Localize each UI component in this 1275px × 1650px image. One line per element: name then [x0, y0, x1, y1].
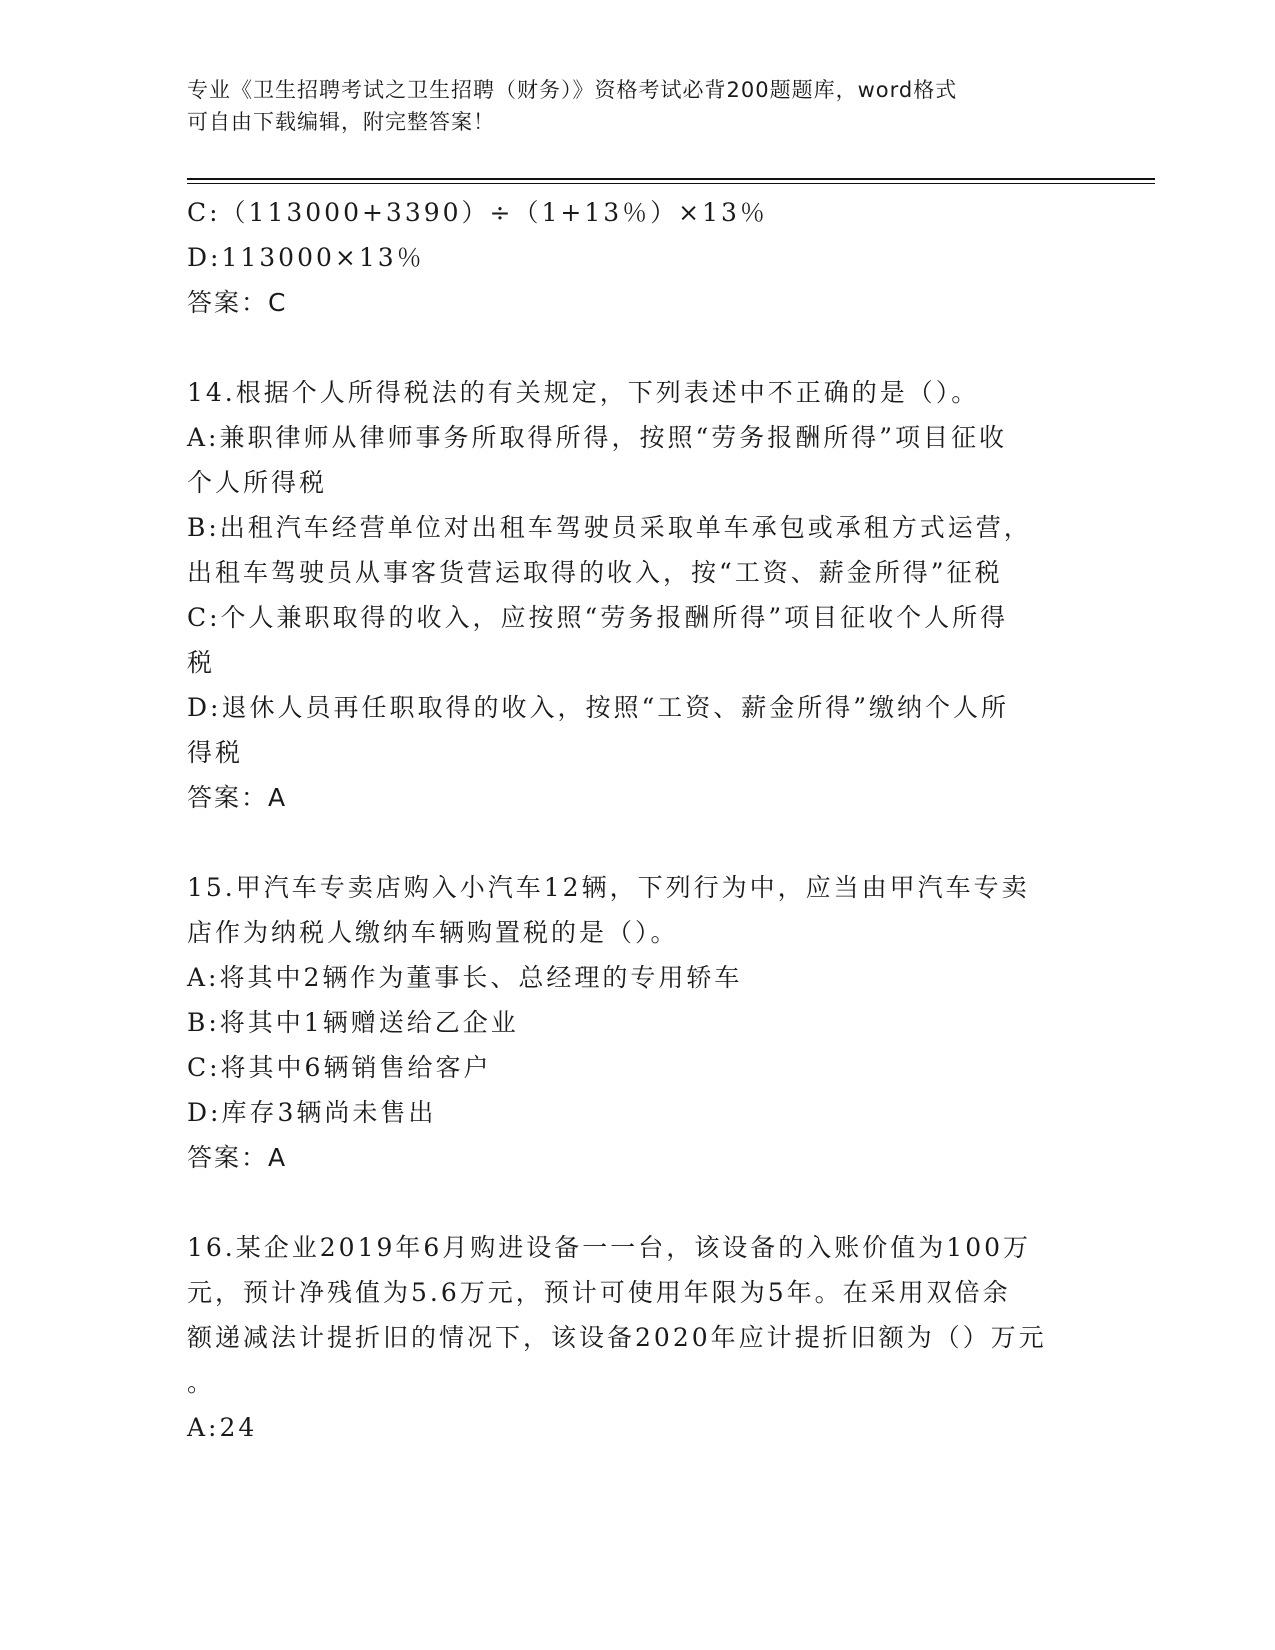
- option-d-continued: 得税: [187, 738, 244, 767]
- header-title-line-2: 可自由下载编辑，附完整答案！: [187, 110, 495, 134]
- option-c: C:将其中6辆销售给客户: [187, 1053, 492, 1082]
- option-a: A:24: [187, 1413, 258, 1442]
- option-b: B:将其中1辆赠送给乙企业: [187, 1008, 519, 1037]
- option-d: D:退休人员再任职取得的收入，按照“工资、薪金所得”缴纳个人所: [187, 693, 1010, 722]
- option-d: D:库存3辆尚未售出: [187, 1098, 437, 1127]
- answer: 答案：C: [187, 288, 288, 317]
- option-a: A:将其中2辆作为董事长、总经理的专用轿车: [187, 963, 743, 992]
- document-body: [187, 190, 1087, 1450]
- option-b-continued: 出租车驾驶员从事客货营运取得的收入，按“工资、薪金所得”征税: [187, 558, 1003, 587]
- option-b: B:出租汽车经营单位对出租车驾驶员采取单车承包或承租方式运营，: [187, 513, 1032, 542]
- question-stem-continued: 。: [187, 1368, 216, 1397]
- question-stem: 15.甲汽车专卖店购入小汽车12辆，下列行为中，应当由甲汽车专卖: [187, 873, 1030, 902]
- option-c-continued: 税: [187, 648, 216, 677]
- option-a-continued: 个人所得税: [187, 468, 328, 497]
- question-stem-continued: 店作为纳税人缴纳车辆购置税的是（）。: [187, 918, 679, 947]
- question-13-tail: [187, 190, 1087, 325]
- question-14: [187, 370, 1087, 820]
- option-d: D:113000×13％: [187, 243, 425, 272]
- document-header: [187, 74, 1067, 138]
- question-stem: 14.根据个人所得税法的有关规定，下列表述中不正确的是（）。: [187, 378, 980, 407]
- question-15: [187, 865, 1087, 1180]
- question-stem-continued: 元，预计净残值为5.6万元，预计可使用年限为5年。在采用双倍余: [187, 1278, 1011, 1307]
- question-16: [187, 1225, 1087, 1450]
- option-c: C:个人兼职取得的收入，应按照“劳务报酬所得”项目征收个人所得: [187, 603, 1009, 632]
- option-a: A:兼职律师从律师事务所取得所得，按照“劳务报酬所得”项目征收: [187, 423, 1008, 452]
- header-title-line-1: 专业《卫生招聘考试之卫生招聘（财务）》资格考试必背200题题库，word格式: [187, 78, 958, 102]
- header-divider-thick: [187, 178, 1155, 180]
- question-stem: 16.某企业2019年6月购进设备一一台，该设备的入账价值为100万: [187, 1233, 1032, 1262]
- option-c: C:（113000+3390）÷（1+13％）×13％: [187, 198, 768, 227]
- question-stem-continued: 额递减法计提折旧的情况下，该设备2020年应计提折旧额为（）万元: [187, 1323, 1047, 1352]
- answer: 答案：A: [187, 1143, 288, 1172]
- answer: 答案：A: [187, 783, 288, 812]
- header-divider-thin: [187, 183, 1155, 184]
